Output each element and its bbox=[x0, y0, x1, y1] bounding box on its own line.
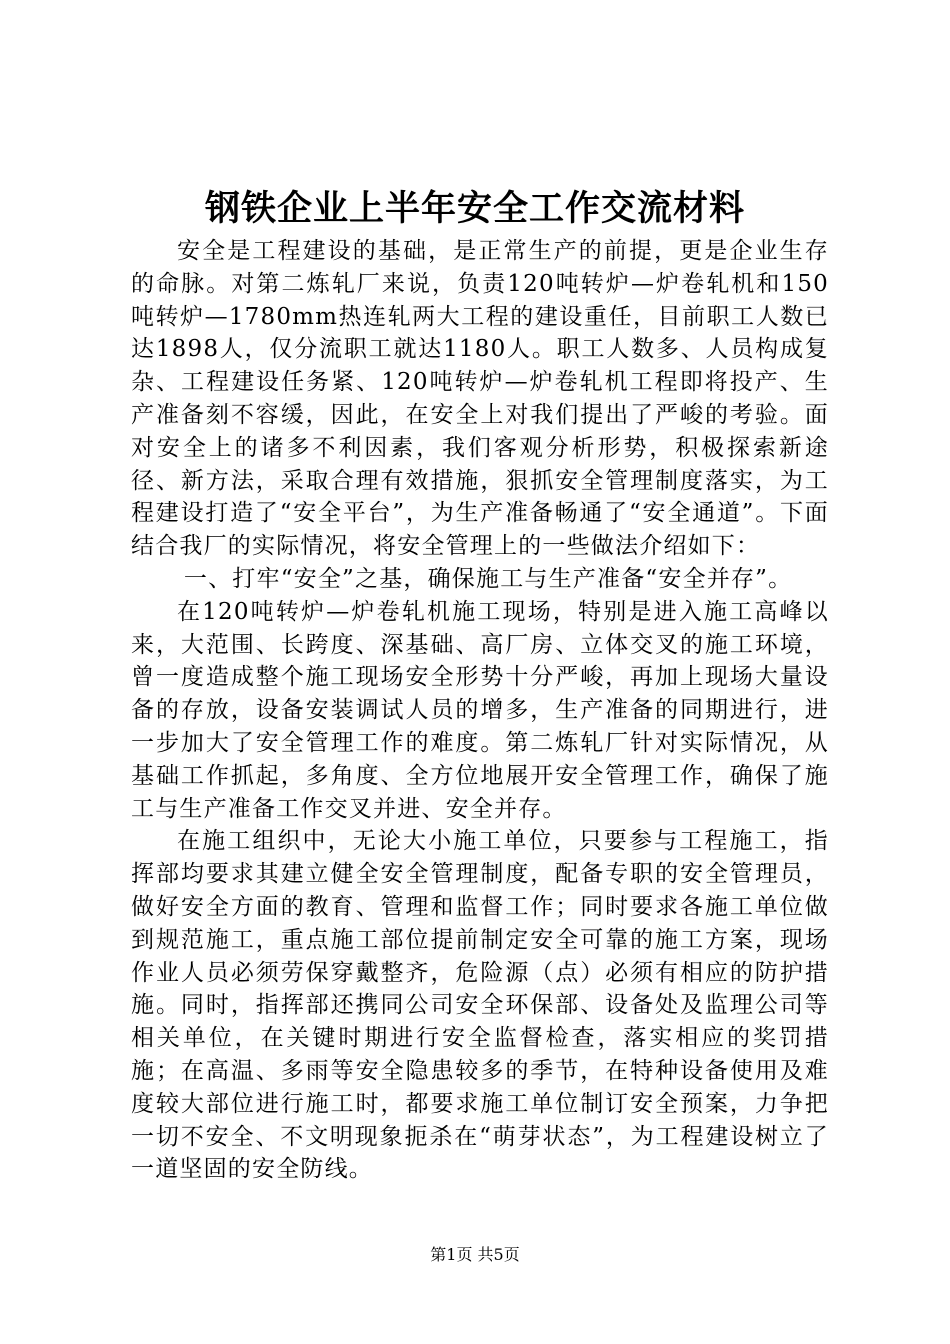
document-body bbox=[131, 235, 829, 1186]
section-heading-1: 一、打牢“安全”之基，确保施工与生产准备“安全并存”。 bbox=[183, 565, 793, 592]
document-title: 钢铁企业上半年安全工作交流材料 bbox=[204, 188, 745, 229]
page-footer: 第1页 共5页 bbox=[430, 1245, 520, 1264]
paragraph-intro: 安全是工程建设的基础，是正常生产的前提，更是企业生存的命脉。对第二炼轧厂来说，负责120吨转炉—炉卷轧机和150吨转炉—1780mm热连轧两大工程的建设重任，目前职工人数已达1898人，仅分流职工就达1180人。职工人数多、人员构成复杂、工程建设任务紧、120吨转炉—炉卷轧机工程即将投产、生产准备刻不容缓，因此，在安全上对我们提出了严峻的考验。面对安全上的诸多不利因素，我们客观分析形势，积极探索新途径、新方法，采取合理有效措施，狠抓安全管理制度落实，为工程建设打造了“安全平台”，为生产准备畅通了“安全通道”。下面结合我厂的实际情况，将安全管理上的一些做法介绍如下： bbox=[131, 238, 829, 560]
paragraph-construction-organization: 在施工组织中，无论大小施工单位，只要参与工程施工，指挥部均要求其建立健全安全管理制度，配备专职的安全管理员，做好安全方面的教育、管理和监督工作；同时要求各施工单位做到规范施工，重点施工部位提前制定安全可靠的施工方案，现场作业人员必须劳保穿戴整齐，危险源（点）必须有相应的防护措施。同时，指挥部还携同公司安全环保部、设备处及监理公司等相关单位，在关键时期进行安全监督检查，落实相应的奖罚措施；在高温、多雨等安全隐患较多的季节，在特种设备使用及难度较大部位进行施工时，都要求施工单位制订安全预案，力争把一切不安全、不文明现象扼杀在“萌芽状态”，为工程建设树立了一道坚固的安全防线。 bbox=[131, 828, 829, 1183]
paragraph-site-safety: 在120吨转炉—炉卷轧机施工现场，特别是进入施工高峰以来，大范围、长跨度、深基础、高厂房、立体交叉的施工环境，曾一度造成整个施工现场安全形势十分严峻，再加上现场大量设备的存放，设备安装调试人员的增多，生产准备的同期进行，进一步加大了安全管理工作的难度。第二炼轧厂针对实际情况，从基础工作抓起，多角度、全方位地展开安全管理工作，确保了施工与生产准备工作交叉并进、安全并存。 bbox=[131, 598, 829, 822]
